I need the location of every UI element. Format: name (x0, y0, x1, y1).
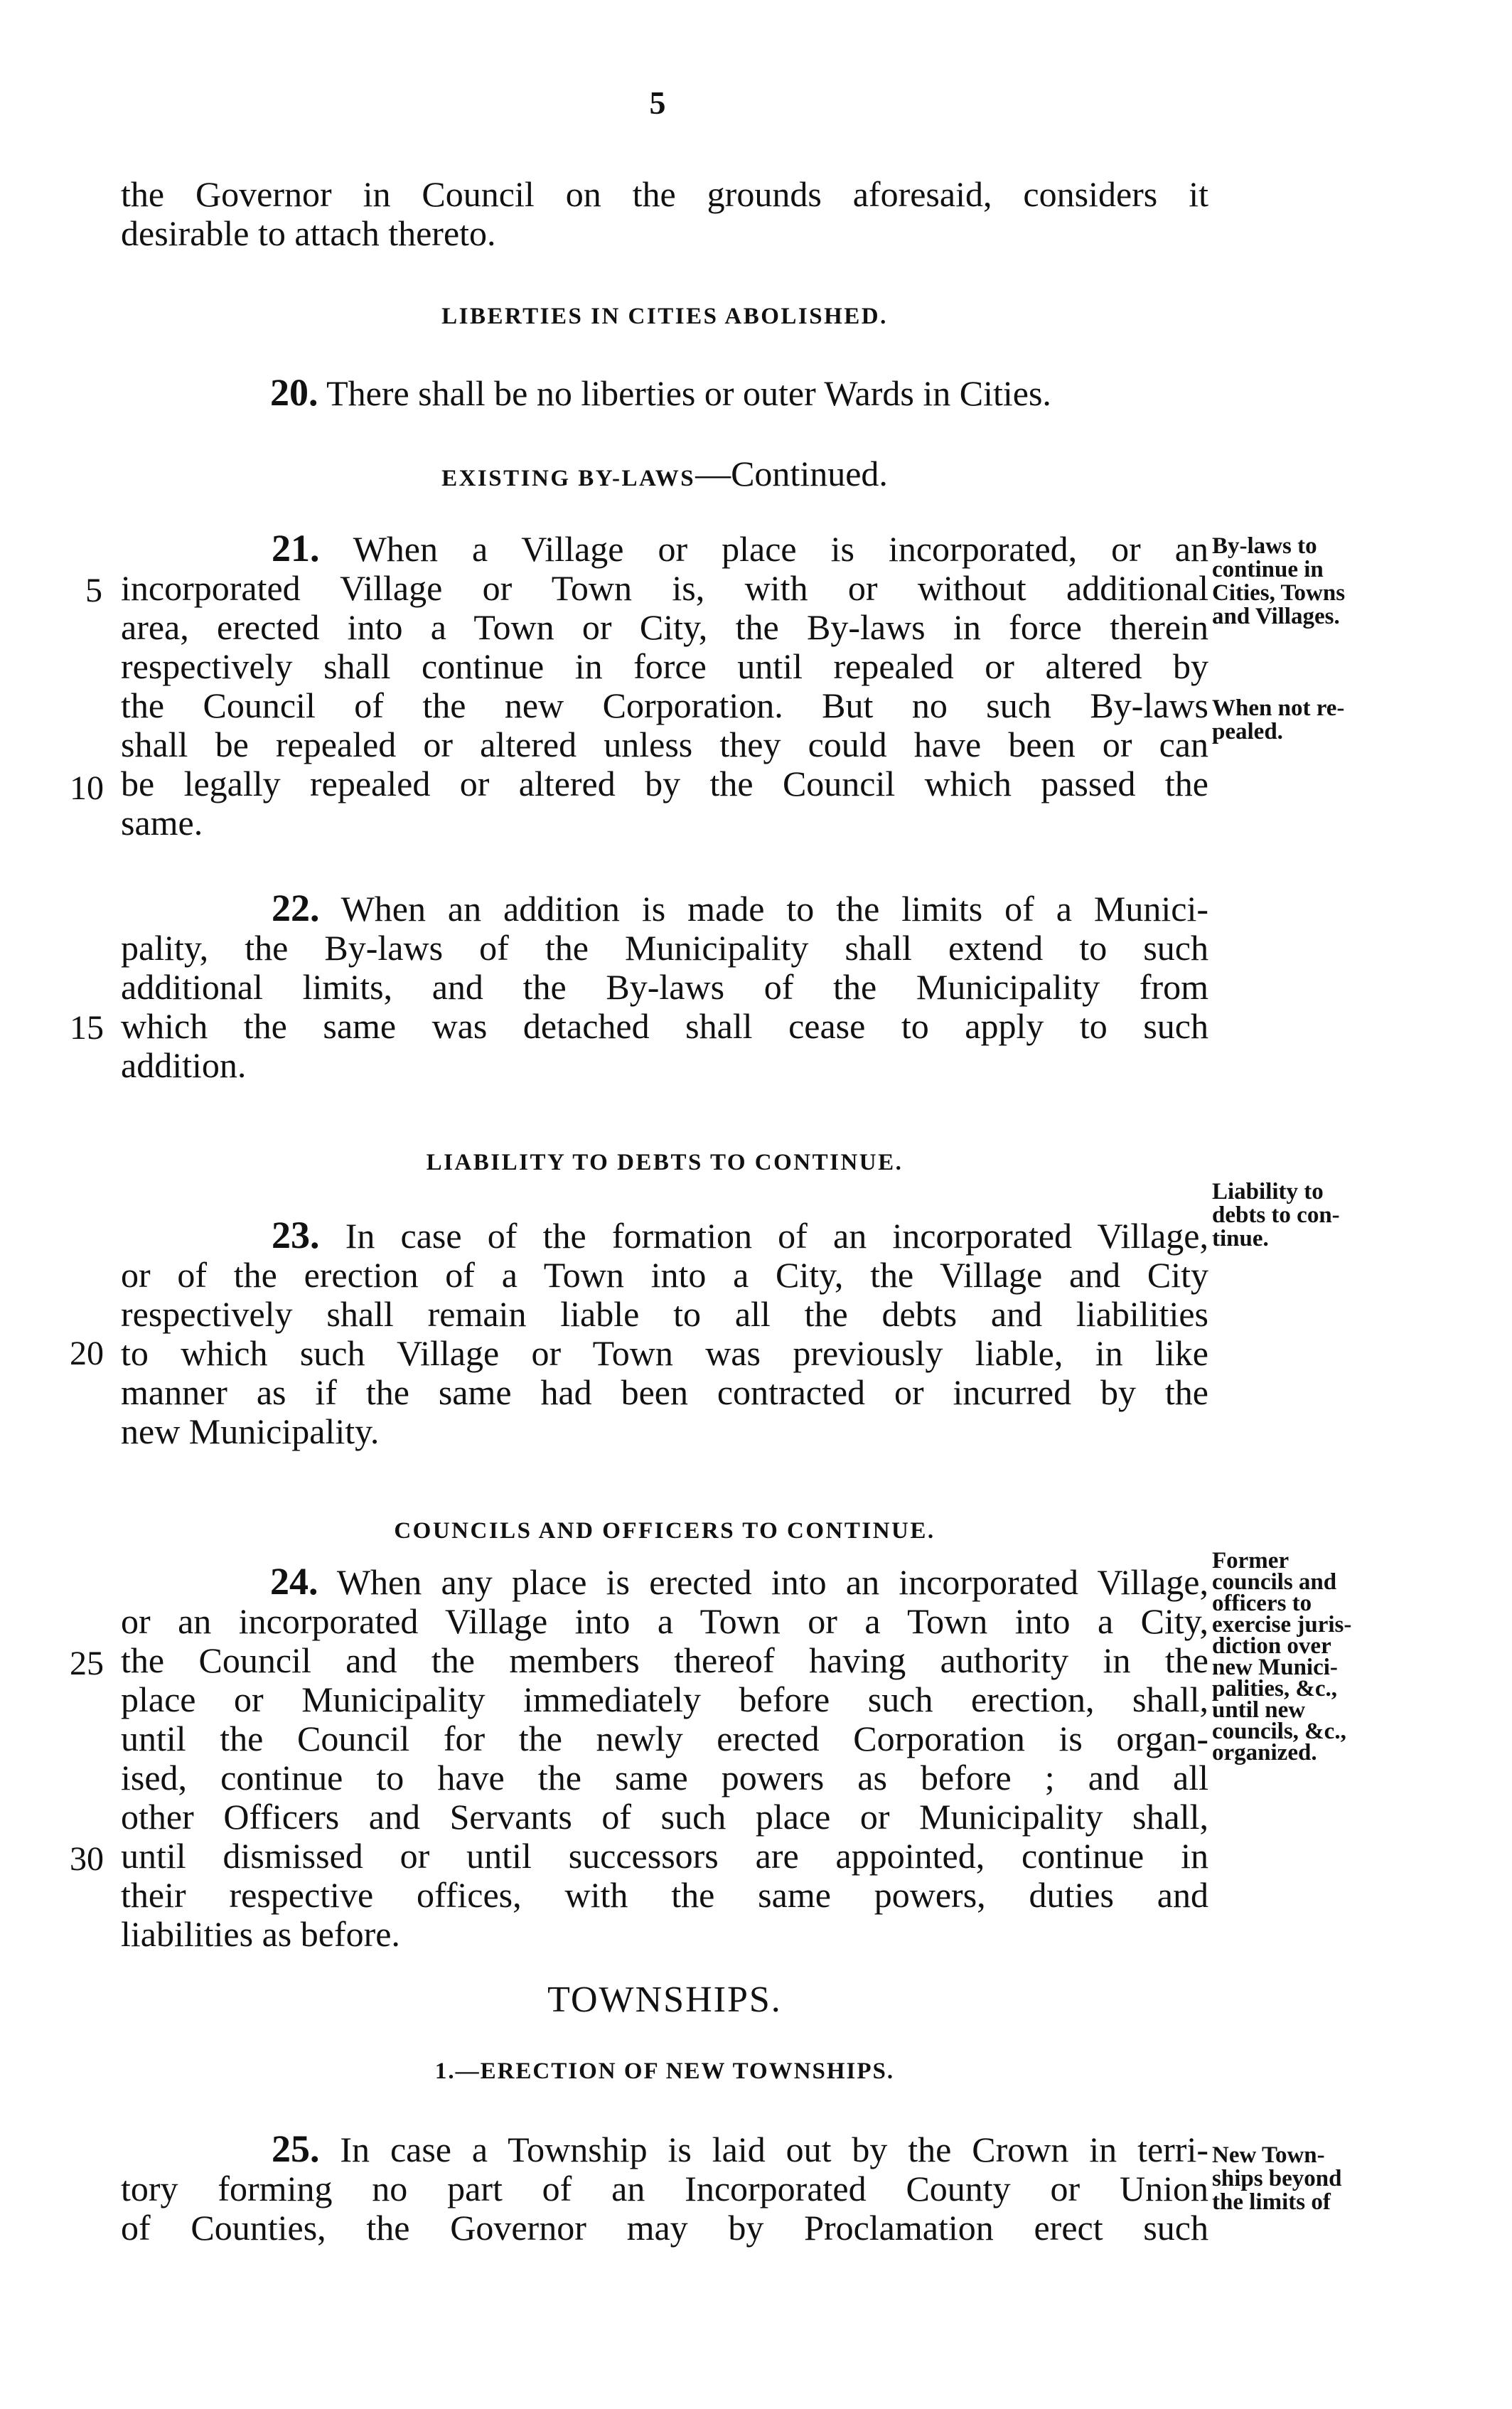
section-number: 24. (270, 1560, 318, 1603)
text-line: respectively shall continue in force until repealed or altered by (121, 646, 1208, 686)
heading-existing-bylaws (121, 453, 1208, 494)
line-number: 10 (70, 769, 104, 807)
section-number: 23. (272, 1214, 320, 1256)
text-line: tory forming no part of an Incorporated County or Union (121, 2169, 1208, 2208)
margin-note-line: ships beyond (1212, 2166, 1342, 2191)
section-22 (121, 889, 1208, 1085)
text-line: the Council and the members thereof having authority in the (121, 1640, 1208, 1680)
heading-liability-debts: LIABILITY TO DEBTS TO CONTINUE. (426, 1150, 904, 1175)
line-number: 5 (85, 572, 102, 609)
intro-paragraph (121, 175, 1208, 253)
margin-note-line: new Munici- (1212, 1655, 1338, 1680)
heading-townships: TOWNSHIPS. (547, 1980, 782, 2020)
text-line: incorporated Village or Town is, with or without additional (121, 568, 1208, 608)
margin-note-line: Cities, Towns (1212, 580, 1346, 606)
text-line: which the same was detached shall cease to apply to such (121, 1006, 1208, 1046)
text-line: area, erected into a Town or City, the By-laws in force therein (121, 607, 1208, 647)
margin-note-not-repealed (1212, 697, 1397, 744)
margin-note-line: By-laws to (1212, 533, 1317, 559)
text-line: until dismissed or until successors are appointed, continue in (121, 1836, 1208, 1876)
text-line: desirable to attach thereto. (121, 213, 496, 253)
margin-note-former-councils (1212, 1548, 1397, 1766)
line-number: 25 (70, 1645, 104, 1682)
text-line: manner as if the same had been contracted or incurred by the (121, 1372, 1208, 1412)
line-number: 20 (70, 1335, 104, 1372)
margin-note-line: debts to con- (1212, 1202, 1340, 1228)
margin-note-line: Former (1212, 1548, 1290, 1574)
margin-note-line: When not re- (1212, 695, 1345, 721)
section-24 (121, 1562, 1208, 1954)
margin-note-line: palities, &c., (1212, 1676, 1337, 1702)
text-line: to which such Village or Town was previously liable, in like (121, 1333, 1208, 1373)
text-line: liabilities as before. (121, 1914, 400, 1954)
margin-note-line: and Villages. (1212, 604, 1340, 629)
margin-note-new-townships (1212, 2144, 1397, 2214)
section-number: 25. (272, 2127, 320, 2170)
text-line: or an incorporated Village into a Town or a Town into a City, (121, 1601, 1208, 1641)
margin-note-line: exercise juris- (1212, 1612, 1352, 1638)
text-line: place or Municipality immediately before such erection, shall, (121, 1679, 1208, 1719)
text-line: the Council of the new Corporation. But no such By-laws (121, 685, 1208, 725)
text-line: In case of the formation of an incorporated Village, (345, 1216, 1208, 1256)
section-23 (121, 1216, 1208, 1451)
text-line: When an addition is made to the limits of a Munici- (341, 889, 1208, 929)
margin-note-line: organized. (1212, 1740, 1317, 1766)
text-line: or of the erection of a Town into a City, the Village and City (121, 1255, 1208, 1295)
margin-note-line: continue in (1212, 557, 1324, 582)
text-line: be legally repealed or altered by the Council which passed the (121, 764, 1208, 803)
text-line: same. (121, 803, 203, 843)
margin-note-line: officers to (1212, 1591, 1312, 1616)
margin-note-line: Liability to (1212, 1179, 1324, 1204)
text-line: of Counties, the Governor may by Proclamation erect such (121, 2208, 1208, 2248)
section-21 (121, 529, 1208, 843)
section-20 (121, 373, 1208, 413)
section-number: 21. (272, 527, 320, 570)
margin-note-line: councils, &c., (1212, 1719, 1346, 1744)
text-line: the Governor in Council on the grounds aforesaid, considers it (121, 174, 1208, 214)
heading-tail: —Continued. (695, 454, 888, 493)
heading-liberties: LIBERTIES IN CITIES ABOLISHED. (441, 304, 888, 329)
heading-main: EXISTING BY-LAWS (441, 466, 696, 491)
page-number: 5 (649, 85, 666, 121)
text-line: shall be repealed or altered unless they could have been or can (121, 725, 1208, 764)
margin-note-line: pealed. (1212, 719, 1283, 744)
line-number: 30 (70, 1840, 104, 1878)
section-number: 20. (270, 371, 318, 414)
heading-erection-new-townships: 1.—ERECTION OF NEW TOWNSHIPS. (434, 2058, 895, 2084)
text-line: ised, continue to have the same powers as before ; and all (121, 1758, 1208, 1798)
margin-note-liability (1212, 1180, 1397, 1251)
margin-note-line: the limits of (1212, 2189, 1331, 2215)
margin-note-line: diction over (1212, 1633, 1331, 1659)
section-number: 22. (272, 887, 320, 929)
margin-note-line: New Town- (1212, 2142, 1325, 2168)
text-line: respectively shall remain liable to all the debts and liabilities (121, 1294, 1208, 1334)
heading-councils-officers: COUNCILS AND OFFICERS TO CONTINUE. (394, 1518, 935, 1544)
margin-note-line: tinue. (1212, 1226, 1269, 1251)
text-line: new Municipality. (121, 1411, 380, 1451)
text-line: other Officers and Servants of such place or Municipality shall, (121, 1797, 1208, 1837)
text-line: When a Village or place is incorporated, or an (353, 529, 1208, 569)
text-line: In case a Township is laid out by the Crown in terri- (340, 2130, 1208, 2169)
section-25 (121, 2127, 1208, 2248)
margin-note-line: until new (1212, 1697, 1306, 1723)
margin-note-bylaws-continue (1212, 535, 1397, 629)
text-line: their respective offices, with the same powers, duties and (121, 1875, 1208, 1915)
text-line: There shall be no liberties or outer Wards in Cities. (326, 373, 1051, 413)
text-line: When any place is erected into an incorporated Village, (336, 1562, 1208, 1602)
margin-note-line: councils and (1212, 1569, 1337, 1595)
line-number: 15 (70, 1009, 104, 1047)
text-line: additional limits, and the By-laws of the Municipality from (121, 967, 1208, 1007)
text-line: addition. (121, 1045, 247, 1085)
text-line: pality, the By-laws of the Municipality shall extend to such (121, 928, 1208, 968)
text-line: until the Council for the newly erected Corporation is organ- (121, 1719, 1208, 1758)
